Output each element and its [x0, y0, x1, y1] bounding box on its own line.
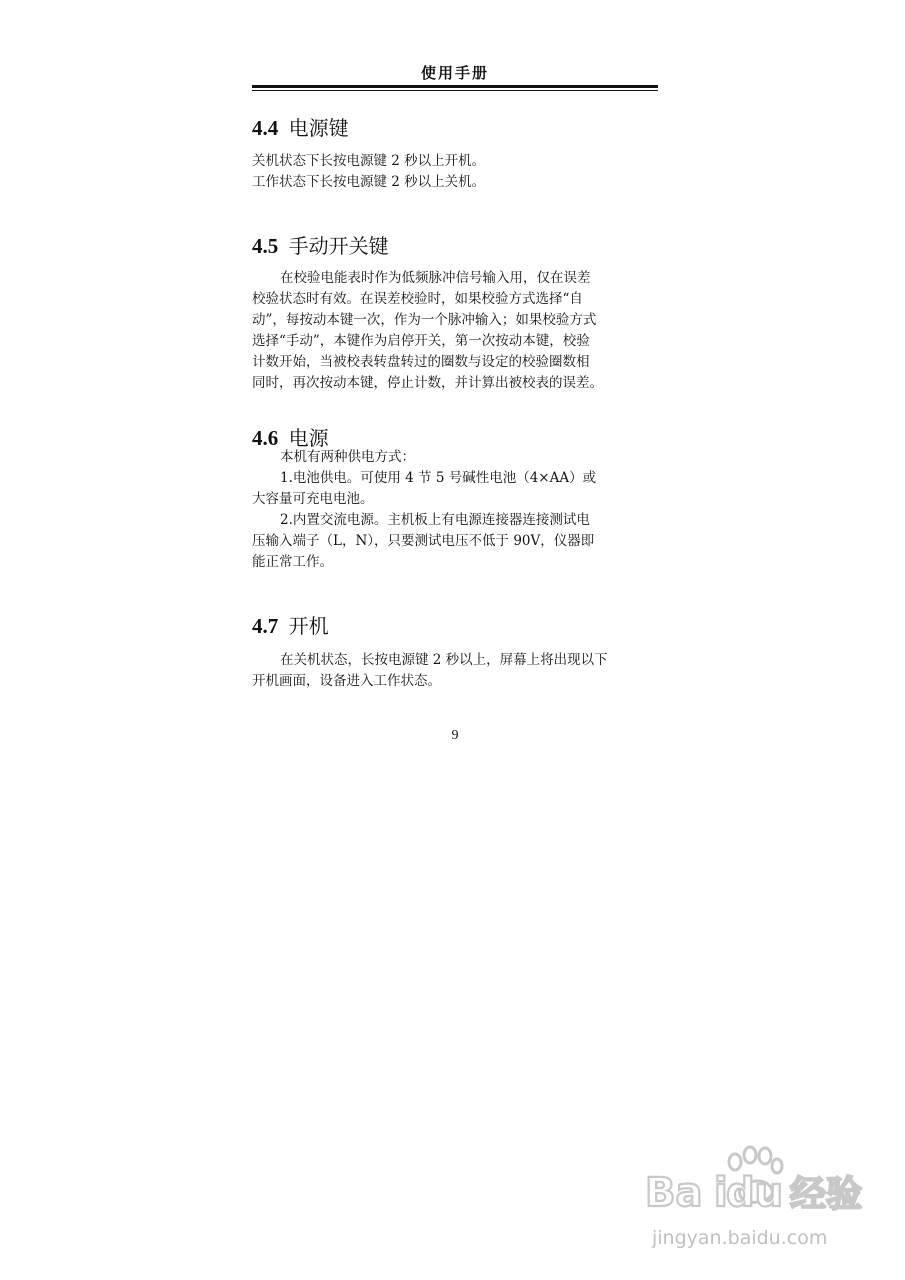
body-line: 选择“手动”，本键作为启停开关，第一次按动本键，校验 — [252, 333, 590, 349]
running-header: 使用手册 — [420, 64, 489, 82]
section-number: 4.5 — [252, 234, 279, 258]
body-line: 大容量可充电电池。 — [252, 491, 374, 507]
section-title: 开机 — [288, 614, 329, 638]
section-body-4-6 — [252, 447, 658, 573]
section-number: 4.4 — [252, 116, 279, 140]
body-line: 同时，再次按动本键，停止计数，并计算出被校表的误差。 — [252, 375, 603, 391]
body-line: 动”，每按动本键一次，作为一个脉冲输入；如果校验方式 — [252, 312, 597, 328]
body-line: 开机画面，设备进入工作状态。 — [252, 673, 441, 689]
baidu-jingyan-watermark-logo — [640, 1140, 880, 1260]
section-heading-4-7 — [252, 610, 329, 639]
body-line: 2.内置交流电源。主机板上有电源连接器连接测试电 — [280, 512, 590, 528]
body-line: 计数开始，当被校表转盘转过的圈数与设定的校验圈数相 — [252, 354, 590, 370]
body-line: 在校验电能表时作为低频脉冲信号输入用，仅在误差 — [280, 270, 591, 286]
header-rule-thin — [252, 90, 658, 91]
section-body-4-5 — [252, 268, 658, 394]
body-line: 压输入端子（L，N），只要测试电压不低于 90V，仪器即 — [252, 533, 595, 549]
section-title: 手动开关键 — [288, 234, 389, 258]
body-line: 能正常工作。 — [252, 554, 333, 570]
section-number: 4.7 — [252, 614, 279, 638]
header-rule-thick — [252, 85, 658, 88]
body-line: 工作状态下长按电源键 2 秒以上关机。 — [252, 174, 486, 190]
body-line: 在关机状态，长按电源键 2 秒以上，屏幕上将出现以下 — [280, 652, 608, 668]
body-line: 关机状态下长按电源键 2 秒以上开机。 — [252, 153, 486, 169]
svg-text:Ba: Ba — [645, 1170, 703, 1216]
body-line: 1.电池供电。可使用 4 节 5 号碱性电池（4×AA）或 — [280, 470, 597, 486]
section-title: 电源 — [288, 426, 329, 450]
body-line: 校验状态时有效。在误差校验时，如果校验方式选择“自 — [252, 291, 583, 307]
section-body-4-4 — [252, 151, 658, 193]
svg-text:经验: 经验 — [790, 1174, 863, 1215]
section-heading-4-4 — [252, 112, 349, 141]
svg-text:du: du — [726, 1170, 784, 1216]
svg-text:i: i — [714, 1170, 728, 1216]
svg-text:jingyan.baidu.com: jingyan.baidu.com — [652, 1227, 828, 1249]
section-body-4-7 — [252, 650, 658, 692]
page-number: 9 — [451, 728, 459, 743]
section-title: 电源键 — [288, 116, 349, 140]
body-line: 本机有两种供电方式： — [280, 449, 415, 465]
section-heading-4-5 — [252, 230, 389, 259]
section-number: 4.6 — [252, 426, 279, 450]
